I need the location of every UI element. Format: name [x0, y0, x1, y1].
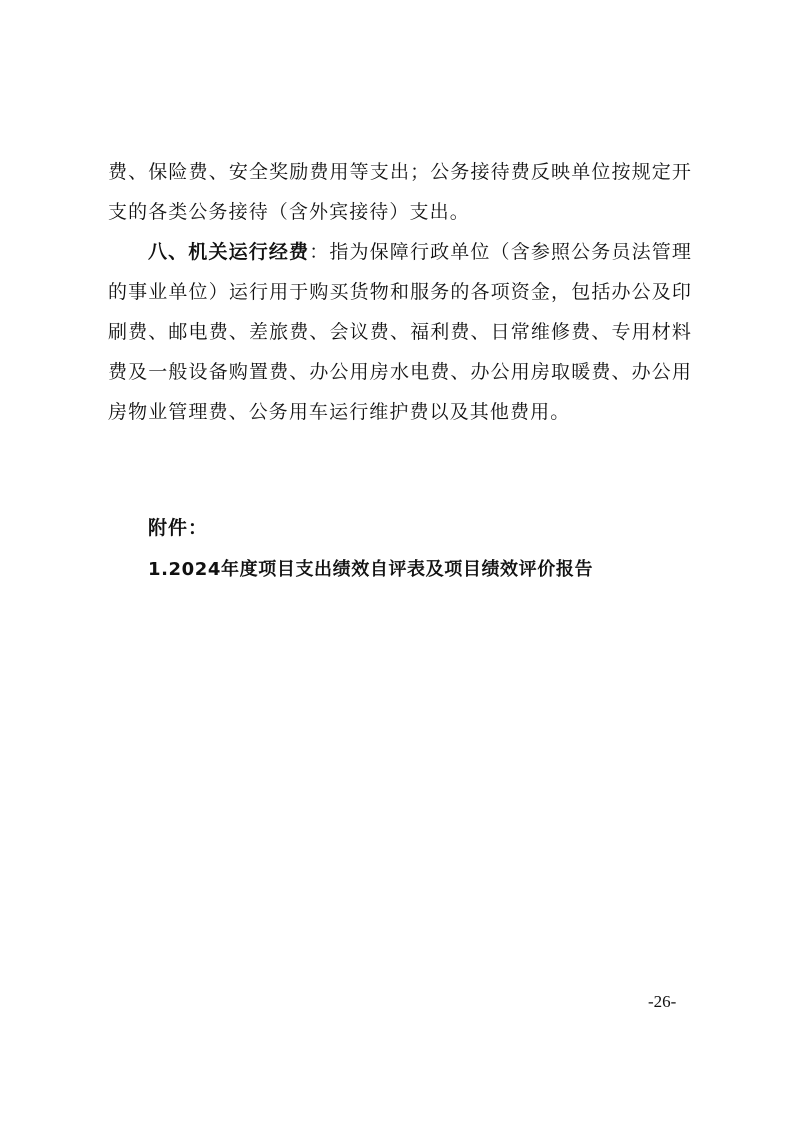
attachment-item: 1.2024年度项目支出绩效自评表及项目绩效评价报告	[148, 559, 594, 580]
section-heading-operating-expenses: 八、机关运行经费	[148, 241, 310, 263]
paragraph-public-reception: 费、保险费、安全奖励费用等支出；公务接待费反映单位按规定开支的各类公务接待（含外宾接待）支出。	[108, 161, 692, 223]
attachments-title: 附件：	[148, 517, 209, 539]
page-number: -26-	[648, 992, 677, 1011]
body-text	[108, 152, 692, 432]
paragraph-operating-expenses	[108, 232, 692, 432]
section-body-operating-expenses: ：指为保障行政单位（含参照公务员法管理的事业单位）运行用于购买货物和服务的各项资金，包括办公及印刷费、邮电费、差旅费、会议费、福利费、日常维修费、专用材料费及一般设备购置费、办公用房水电费、办公用房取暖费、办公用房物业管理费、公务用车运行维护费以及其他费用。	[108, 241, 692, 423]
